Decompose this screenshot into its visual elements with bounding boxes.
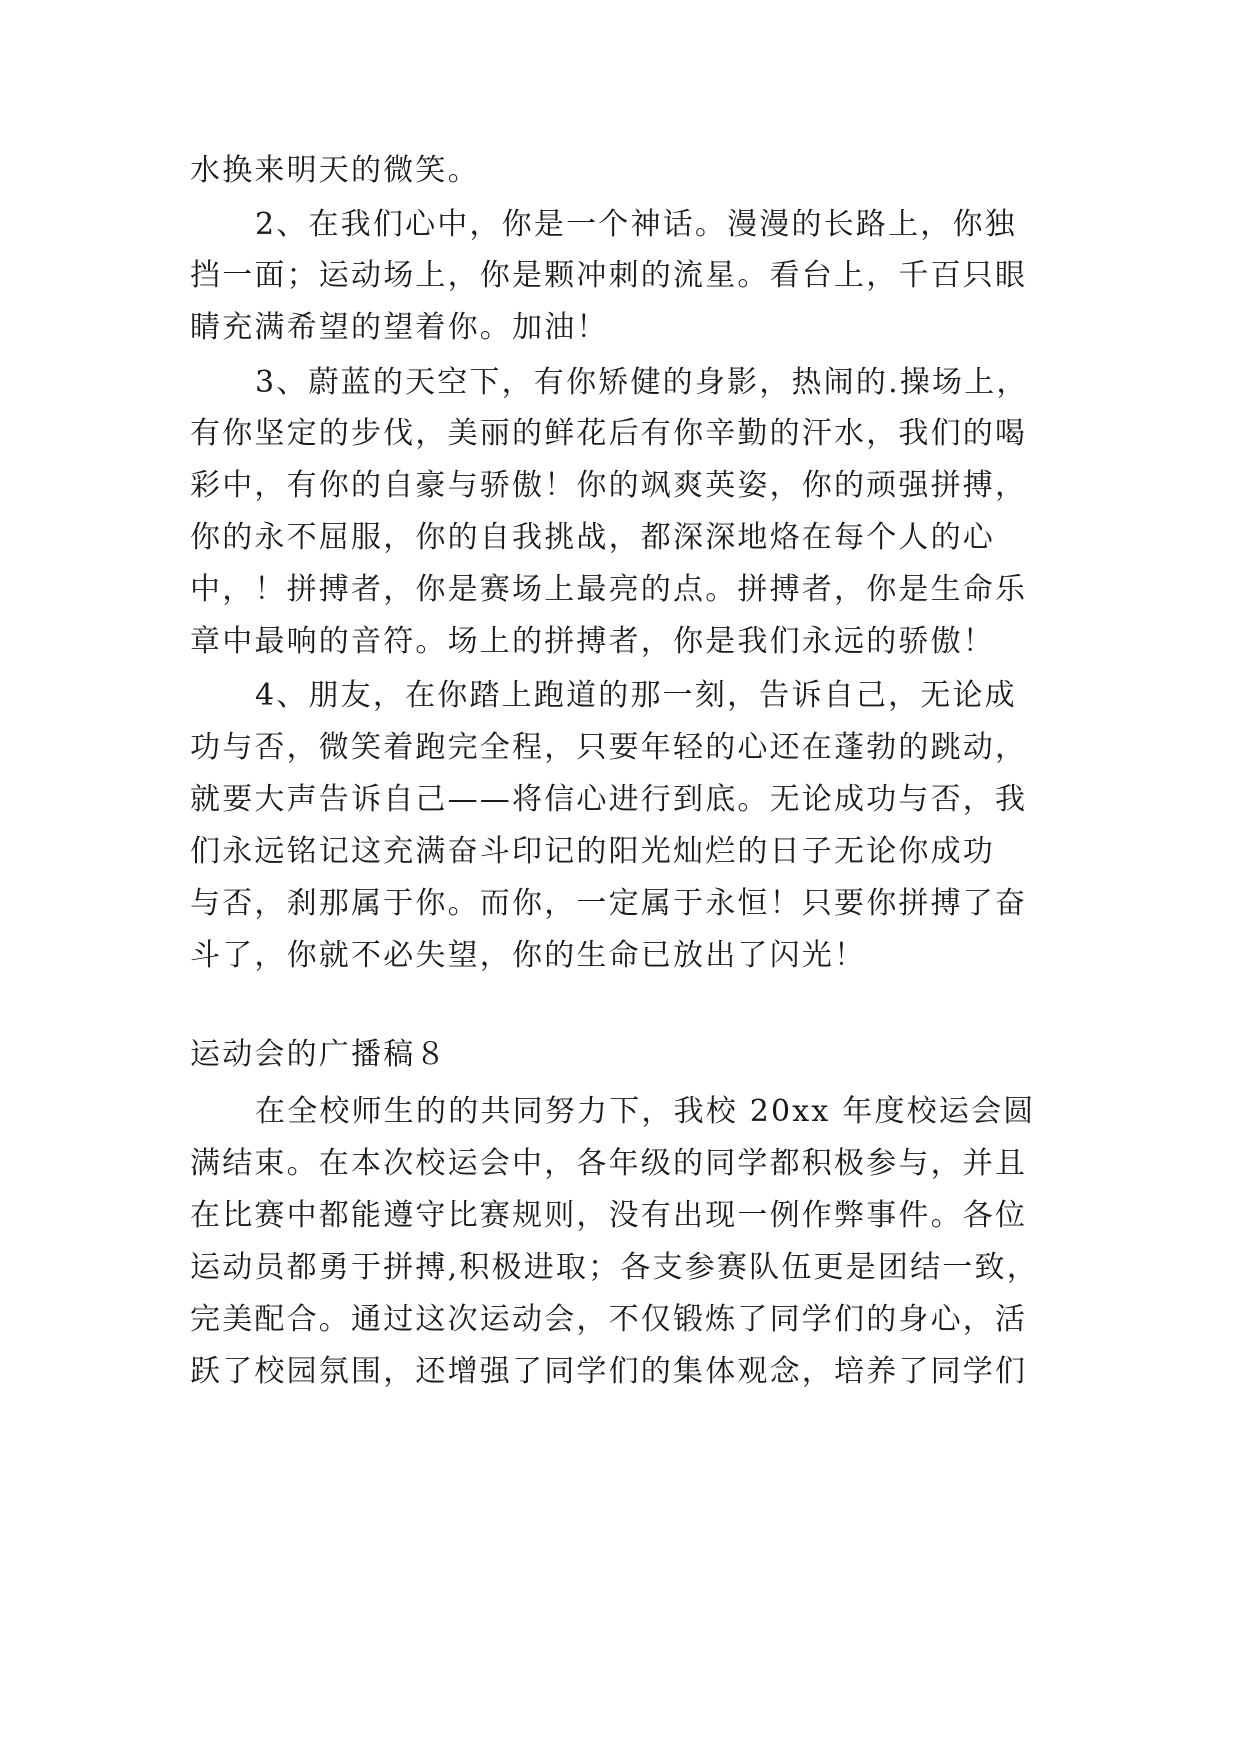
paragraph-2-first-line: 2、在我们心中，你是一个神话。漫漫的长路上，你独	[255, 207, 1017, 242]
paragraph-3-first-line: 3、蔚蓝的天空下，有你矫健的身影，热闹的.操场上，	[255, 365, 1029, 400]
text-line: 完美配合。通过这次运动会，不仅锻炼了同学们的身心，活	[190, 1302, 1028, 1337]
text-line: 就要大声告诉自己——将信心进行到底。无论成功与否，我	[190, 782, 1028, 817]
text-line: 功与否，微笑着跑完全程，只要年轻的心还在蓬勃的跳动，	[190, 730, 1028, 765]
text-line: 水换来明天的微笑。	[190, 153, 480, 188]
text-line: 在比赛中都能遵守比赛规则，没有出现一例作弊事件。各位	[190, 1198, 1028, 1233]
text-line: 挡一面；运动场上，你是颗冲刺的流星。看台上，千百只眼	[190, 258, 1028, 293]
text-line: 章中最响的音符。场上的拼搏者，你是我们永远的骄傲！	[190, 624, 995, 659]
text-line: 运动员都勇于拼搏,积极进取；各支参赛队伍更是团结一致，	[190, 1250, 1039, 1285]
text-line: 你的永不屈服，你的自我挑战，都深深地烙在每个人的心	[190, 520, 995, 555]
paragraph-4-first-line: 4、朋友，在你踏上跑道的那一刻，告诉自己，无论成	[255, 678, 1017, 713]
text-line: 斗了，你就不必失望，你的生命已放出了闪光！	[190, 938, 867, 973]
text-line: 跃了校园氛围，还增强了同学们的集体观念，培养了同学们	[190, 1354, 1028, 1389]
text-line: 满结束。在本次校运会中，各年级的同学都积极参与，并且	[190, 1146, 1028, 1181]
text-line: 与否，刹那属于你。而你，一定属于永恒！只要你拼搏了奋	[190, 886, 1028, 921]
text-line: 中，！拼搏者，你是赛场上最亮的点。拼搏者，你是生命乐	[190, 572, 1028, 607]
text-line: 有你坚定的步伐，美丽的鲜花后有你辛勤的汗水，我们的喝	[190, 416, 1028, 451]
text-line: 彩中，有你的自豪与骄傲！你的飒爽英姿，你的顽强拼搏，	[190, 468, 1028, 503]
paragraph-first-line: 在全校师生的的共同努力下，我校 20xx 年度校运会圆	[255, 1094, 1036, 1129]
text-line: 睛充满希望的望着你。加油！	[190, 310, 609, 345]
section-heading: 运动会的广播稿８	[190, 1037, 448, 1072]
text-line: 们永远铭记这充满奋斗印记的阳光灿烂的日子无论你成功	[190, 834, 995, 869]
